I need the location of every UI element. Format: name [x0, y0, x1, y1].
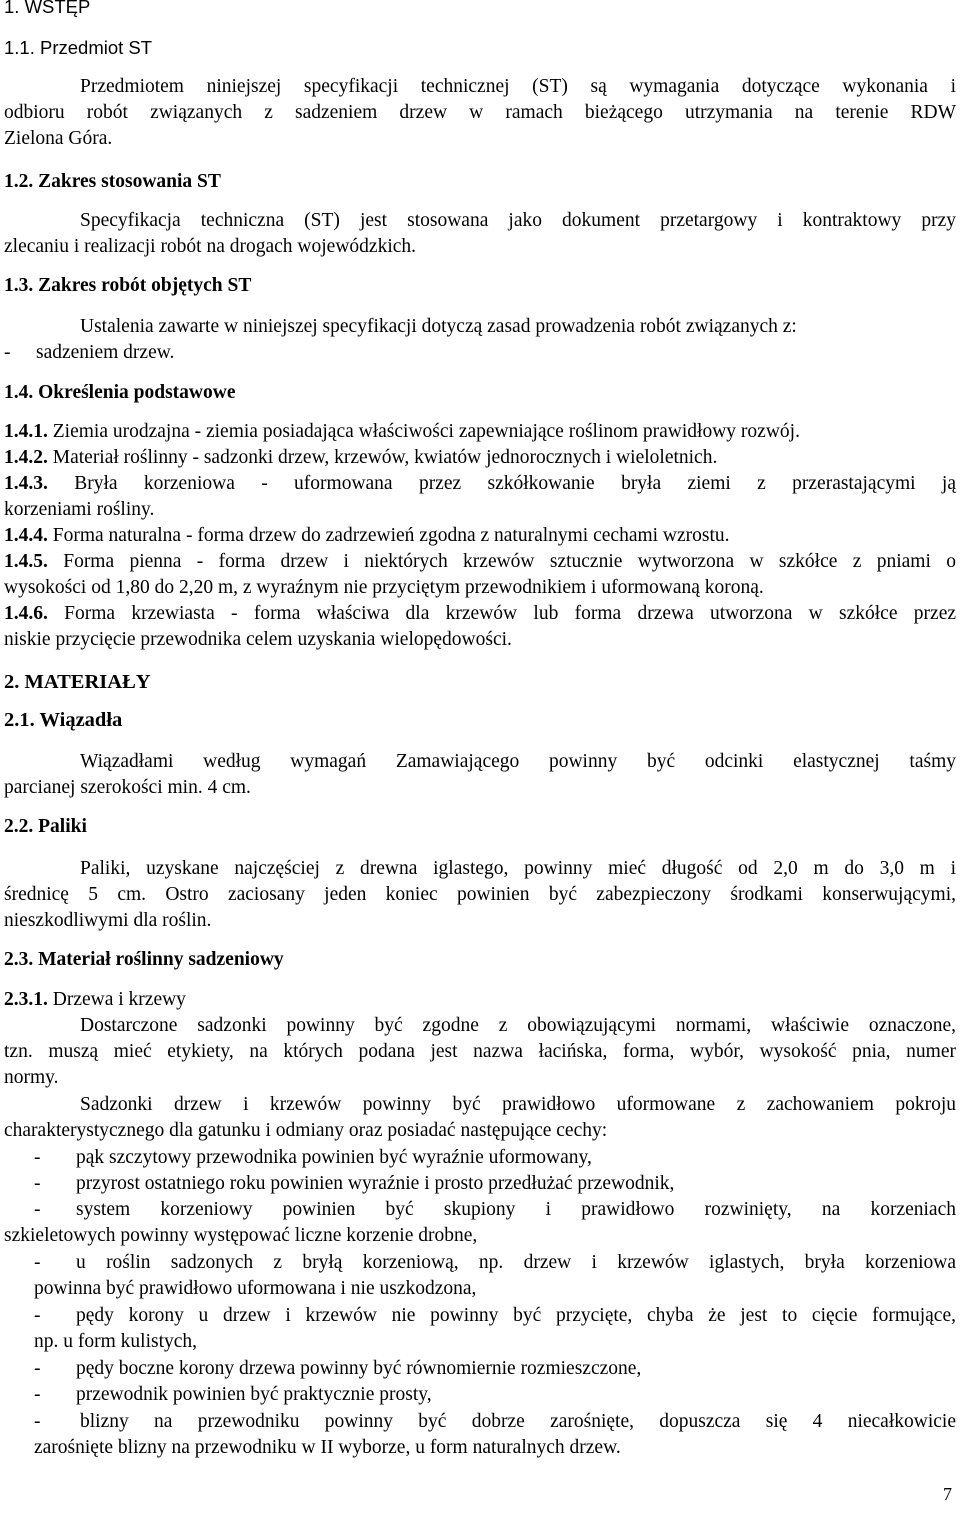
list-dash: -	[34, 1384, 41, 1405]
text-line: sadzeniem drzew.	[36, 342, 175, 363]
list-item: blizny na przewodniku powinny być dobrze zarośnięte, dopuszcza się 4 niecałkowicie	[80, 1411, 956, 1432]
heading-2-1: 2.1. Wiązadła	[4, 709, 123, 731]
text-line: korzeniami rośliny.	[4, 499, 155, 520]
text-line: Wiązadłami według wymagań Zamawiającego powinny być odcinki elastycznej taśmy	[80, 751, 956, 772]
definition-1-4-5: 1.4.5. Forma pienna - forma drzew i niektórych krzewów sztucznie wytworzona w szkółce z pniami o	[4, 551, 956, 572]
definition-1-4-1: 1.4.1. Ziemia urodzajna - ziemia posiadająca właściwości zapewniające roślinom prawidłowy rozwój.	[4, 421, 800, 442]
heading-1-3: 1.3. Zakres robót objętych ST	[4, 275, 252, 296]
heading-2-3: 2.3. Materiał roślinny sadzeniowy	[4, 949, 284, 970]
list-item: przyrost ostatniego roku powinien wyraźnie i prosto przedłużać przewodnik,	[76, 1173, 675, 1194]
text-line: zlecaniu i realizacji robót na drogach wojewódzkich.	[4, 236, 417, 257]
text-line: Sadzonki drzew i krzewów powinny być prawidłowo uformowane z zachowaniem pokroju	[80, 1094, 956, 1115]
list-item: pąk szczytowy przewodnika powinien być wyraźnie uformowany,	[76, 1147, 592, 1168]
text-line: Specyfikacja techniczna (ST) jest stosowana jako dokument przetargowy i kontraktowy przy	[80, 210, 956, 231]
text-line: niskie przycięcie przewodnika celem uzyskania wielopędowości.	[4, 629, 512, 650]
list-item-continuation: szkieletowych powinny występować liczne korzenie drobne,	[4, 1225, 478, 1246]
list-dash: -	[34, 1252, 41, 1273]
list-item-continuation: powinna być prawidłowo uformowana i nie uszkodzona,	[34, 1278, 477, 1299]
text-line: normy.	[4, 1067, 59, 1088]
heading-1-1: 1.1. Przedmiot ST	[4, 37, 153, 58]
text-line: Przedmiotem niniejszej specyfikacji technicznej (ST) są wymagania dotyczące wykonania i	[80, 76, 956, 97]
heading-2-3-1: 2.3.1. Drzewa i krzewy	[4, 989, 186, 1010]
definition-1-4-4: 1.4.4. Forma naturalna - forma drzew do zadrzewień zgodna z naturalnymi cechami wzrostu.	[4, 525, 730, 546]
text-line: charakterystycznego dla gatunku i odmiany oraz posiadać następujące cechy:	[4, 1120, 608, 1141]
heading-1-2: 1.2. Zakres stosowania ST	[4, 171, 221, 192]
list-item: pędy korony u drzew i krzewów nie powinny być przycięte, chyba że jest to cięcie formujące,	[76, 1305, 956, 1326]
heading-1-wstep: 1. WSTĘP	[4, 0, 91, 17]
list-item: u roślin sadzonych z bryłą korzeniową, np. drzew i krzewów iglastych, bryła korzeniowa	[76, 1252, 956, 1273]
list-item-continuation: np. u form kulistych,	[34, 1331, 198, 1352]
text-line: wysokości od 1,80 do 2,20 m, z wyraźnym nie przyciętym przewodnikiem i uformowaną koroną.	[4, 577, 764, 598]
text-line: odbioru robót związanych z sadzeniem drzew w ramach bieżącego utrzymania na terenie RDW	[4, 102, 956, 123]
heading-1-4: 1.4. Określenia podstawowe	[4, 382, 236, 403]
heading-2-2: 2.2. Paliki	[4, 816, 87, 837]
list-dash: -	[4, 342, 11, 363]
text-line: nieszkodliwymi dla roślin.	[4, 910, 212, 931]
definition-1-4-6: 1.4.6. Forma krzewiasta - forma właściwa dla krzewów lub forma drzewa utworzona w szkółce przez	[4, 603, 956, 624]
text-line: tzn. muszą mieć etykiety, na których podana jest nazwa łacińska, forma, wybór, wysokość pnia, numer	[4, 1041, 956, 1062]
list-dash: -	[34, 1147, 41, 1168]
heading-2-materialy: 2. MATERIAŁY	[4, 671, 151, 693]
text-line: parcianej szerokości min. 4 cm.	[4, 777, 251, 798]
list-item: przewodnik powinien być praktycznie prosty,	[76, 1384, 432, 1405]
page-number: 7	[943, 1484, 952, 1504]
list-item-continuation: zarośnięte blizny na przewodniku w II wyborze, u form naturalnych drzew.	[34, 1437, 621, 1458]
text-line: Ustalenia zawarte w niniejszej specyfikacji dotyczą zasad prowadzenia robót związanych z:	[80, 316, 797, 337]
text-line: Paliki, uzyskane najczęściej z drewna iglastego, powinny mieć długość od 2,0 m do 3,0 m i	[80, 858, 956, 879]
list-dash: -	[34, 1199, 41, 1220]
text-line: Zielona Góra.	[4, 128, 113, 149]
definition-1-4-2: 1.4.2. Materiał roślinny - sadzonki drzew, krzewów, kwiatów jednorocznych i wieloletnich.	[4, 447, 718, 468]
list-item: system korzeniowy powinien być skupiony i prawidłowo rozwinięty, na korzeniach	[76, 1199, 956, 1220]
definition-1-4-3: 1.4.3. Bryła korzeniowa - uformowana przez szkółkowanie bryła ziemi z przerastającymi ją	[4, 473, 956, 494]
list-item: pędy boczne korony drzewa powinny być równomiernie rozmieszczone,	[76, 1358, 642, 1379]
text-line: Dostarczone sadzonki powinny być zgodne z obowiązującymi normami, właściwie oznaczone,	[80, 1015, 956, 1036]
text-line: średnicę 5 cm. Ostro zaciosany jeden koniec powinien być zabezpieczony środkami konserwującymi,	[4, 884, 956, 905]
list-dash: -	[34, 1173, 41, 1194]
list-dash: -	[34, 1358, 41, 1379]
list-dash: -	[34, 1411, 41, 1432]
list-dash: -	[34, 1305, 41, 1326]
